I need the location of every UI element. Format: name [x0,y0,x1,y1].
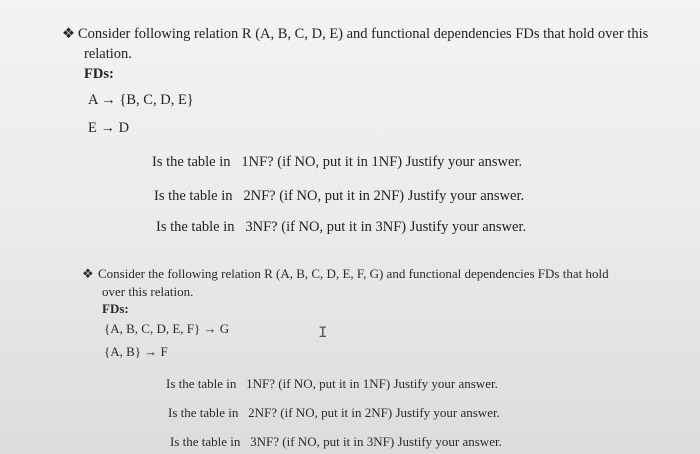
question-1-intro-line-2: relation. [84,46,132,62]
text-cursor-icon: I [318,324,328,342]
diamond-bullet-icon: ❖ [62,26,75,42]
question-2-question-1nf: Is the table in 1NF? (if NO, put it in 1NF) Justify your answer. [166,376,498,391]
question-2-intro-line-2: over this relation. [102,284,194,299]
question-1-intro-text: Consider following relation R (A, B, C, D, E) and functional dependencies FDs that hold over this [78,26,649,42]
question-2-intro-text: Consider the following relation R (A, B, C, D, E, F, G) and functional dependencies FDs that hold [98,266,609,281]
question-1-fd-2: E → D [88,120,130,136]
question-2-fds-label: FDs: [102,301,129,316]
question-2-fd-1: {A, B, C, D, E, F} → G [104,321,230,336]
question-2-question-2nf: Is the table in 2NF? (if NO, put it in 2NF) Justify your answer. [168,405,500,420]
question-2-intro-line-1 [82,266,609,282]
question-1-fds-label: FDs: [84,66,114,82]
question-1-intro-line-1 [62,26,648,43]
question-1-question-2nf: Is the table in 2NF? (if NO, put it in 2NF) Justify your answer. [154,188,525,204]
diamond-bullet-icon: ❖ [82,266,94,281]
question-1-question-1nf: Is the table in 1NF? (if NO, put it in 1NF) Justify your answer. [152,154,523,170]
question-1-fd-1: A → {B, C, D, E} [88,92,194,108]
question-2-question-3nf: Is the table in 3NF? (if NO, put it in 3NF) Justify your answer. [170,434,502,449]
question-1-question-3nf: Is the table in 3NF? (if NO, put it in 3NF) Justify your answer. [156,219,527,235]
question-2-fd-2: {A, B} → F [104,344,168,359]
